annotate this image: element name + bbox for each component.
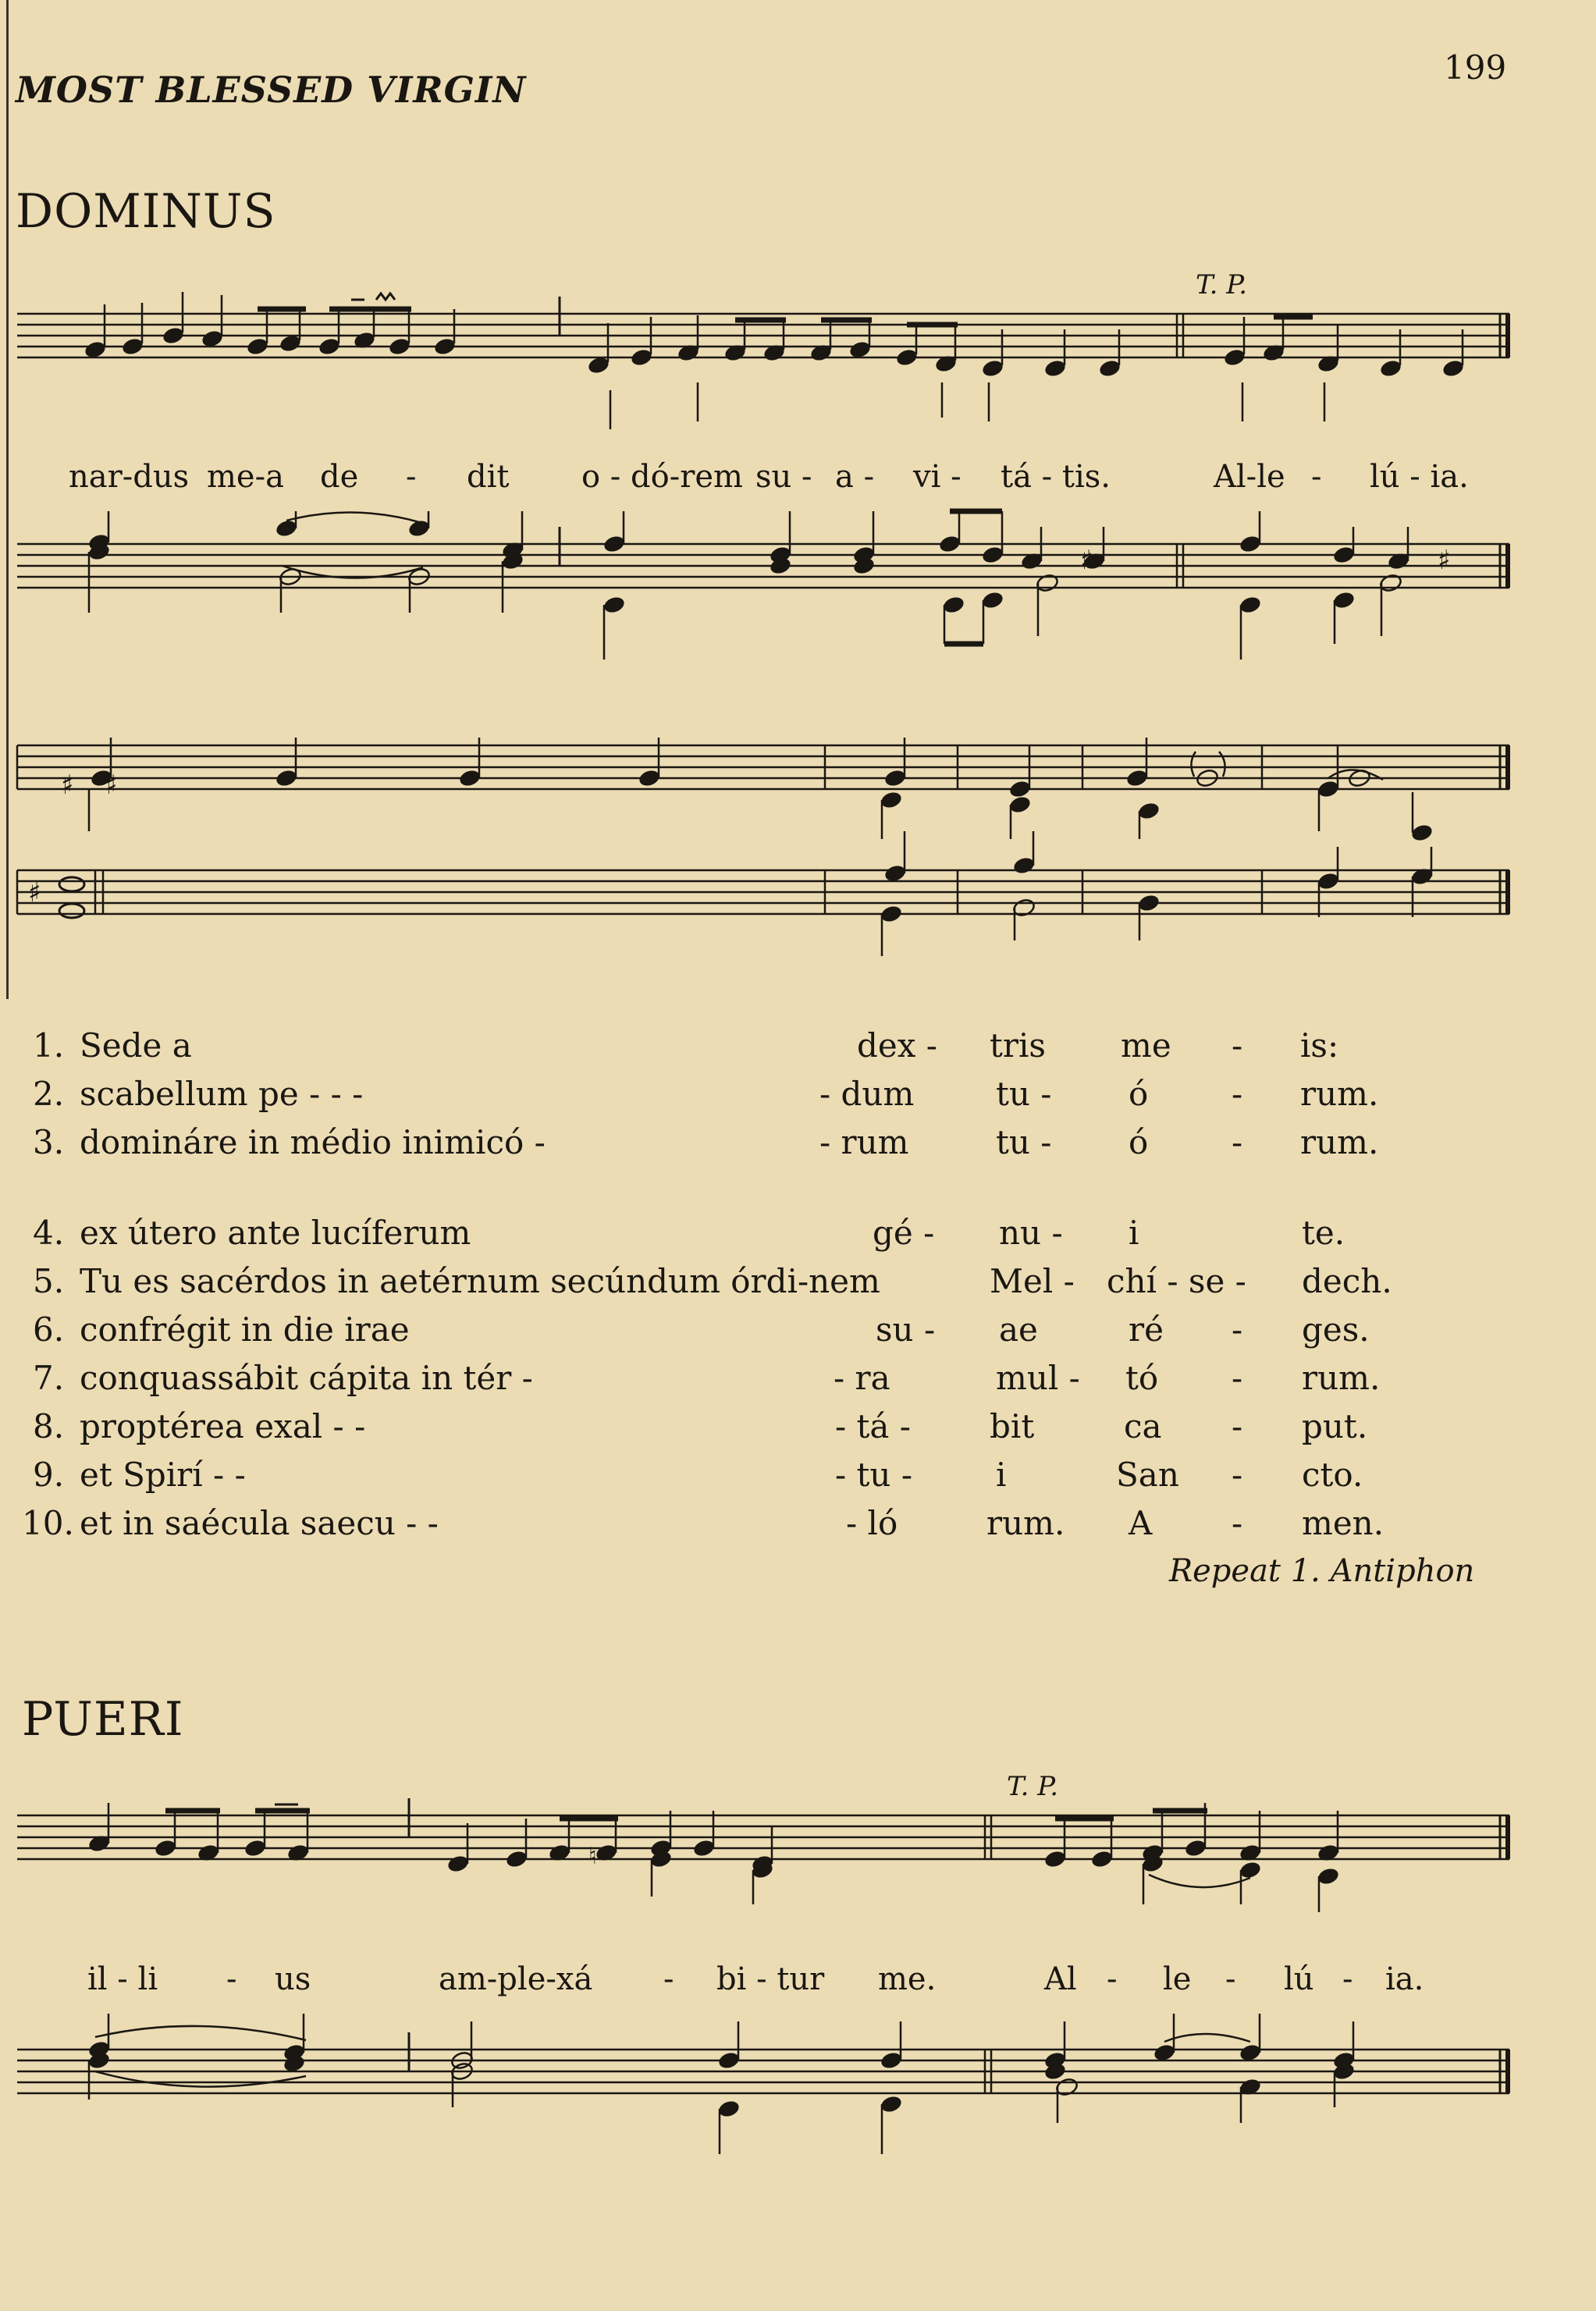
- svg-text:♯: ♯: [1438, 545, 1451, 576]
- verse-text: et Spirí - -: [80, 1456, 246, 1494]
- verse-syl-d: -: [1232, 1407, 1243, 1445]
- svg-text:♮: ♮: [588, 1843, 597, 1870]
- verse-syl-b: nu -: [999, 1214, 1063, 1252]
- verse-syl-e: cto.: [1302, 1456, 1363, 1494]
- pueri-lyric-5: -: [663, 1961, 674, 1997]
- verse-syl-a: gé -: [873, 1214, 935, 1252]
- pueri-lyric-12: lú: [1284, 1961, 1314, 1997]
- verse-syl-c: A: [1129, 1504, 1153, 1542]
- pueri-lyric-7: me.: [878, 1961, 937, 1997]
- verse-num: 8.: [33, 1407, 65, 1445]
- verse-syl-c: ó: [1129, 1123, 1149, 1161]
- verse-syl-a: - ra: [834, 1359, 890, 1397]
- verse-syl-e: is:: [1300, 1026, 1339, 1065]
- svg-text:♯: ♯: [28, 877, 41, 908]
- verse-syl-b: ae: [999, 1310, 1038, 1349]
- verse-syl-c: tó: [1125, 1359, 1159, 1397]
- repeat-antiphon-note: Repeat 1. Antiphon: [1169, 1553, 1475, 1589]
- dominus-lyric-5: dit: [467, 459, 510, 495]
- pueri-lyric-9: -: [1107, 1961, 1118, 1997]
- verse-syl-c: ré: [1129, 1310, 1164, 1349]
- dominus-lyric-10: tá - tis.: [1001, 459, 1111, 495]
- verse-syl-b: tris: [990, 1026, 1046, 1065]
- verse-text: ex útero ante lucíferum: [80, 1214, 471, 1252]
- verse-num: 5.: [33, 1262, 65, 1300]
- verse-syl-a: - tá -: [835, 1407, 912, 1445]
- pueri-lyric-13: -: [1342, 1961, 1353, 1997]
- pueri-lyric-6: bi - tur: [716, 1961, 825, 1997]
- verse-syl-b: bit: [990, 1407, 1035, 1445]
- dominus-lyric-6: o - dó-rem: [581, 459, 743, 495]
- verse-text: Sede a: [80, 1026, 192, 1065]
- verse-text: conquassábit cápita in tér -: [80, 1359, 533, 1397]
- verse-syl-e: put.: [1302, 1407, 1368, 1445]
- tp-mark: T. P.: [1007, 1771, 1059, 1802]
- verse-syl-c: i: [1129, 1214, 1139, 1252]
- pueri-lyric-4: am-ple-xá: [439, 1961, 593, 1997]
- verse-num: 9.: [33, 1456, 65, 1494]
- verse-num: 3.: [33, 1123, 65, 1161]
- svg-text:♯: ♯: [105, 770, 118, 801]
- verse-text: et in saécula saecu - -: [80, 1504, 439, 1542]
- verse-syl-a: - dum: [819, 1075, 915, 1113]
- verse-syl-a: - ló: [846, 1504, 898, 1542]
- verse-text: Tu es sacérdos in aetérnum secúndum órdi-nem: [80, 1262, 880, 1300]
- verse-syl-a: dex -: [857, 1026, 937, 1065]
- section-title-pueri: PUERI: [22, 1692, 184, 1747]
- dominus-lyric-4: -: [406, 459, 417, 495]
- dominus-lyric-2: me-a: [207, 459, 284, 495]
- verse-syl-d: -: [1232, 1504, 1243, 1542]
- verse-syl-d: -: [1232, 1026, 1243, 1065]
- pueri-lyric-14: ia.: [1385, 1961, 1424, 1997]
- dominus-lyric-9: vi -: [913, 459, 962, 495]
- page-number: 199: [1444, 48, 1507, 87]
- verse-syl-d: -: [1232, 1075, 1243, 1113]
- verse-syl-a: su -: [876, 1310, 936, 1349]
- verse-syl-b: mul -: [996, 1359, 1080, 1397]
- pueri-lyric-3: us: [275, 1961, 311, 1997]
- verse-syl-e: dech.: [1302, 1262, 1392, 1300]
- verse-syl-c: ca: [1124, 1407, 1162, 1445]
- verse-syl-c: San: [1116, 1456, 1179, 1494]
- verse-syl-a: - tu -: [835, 1456, 913, 1494]
- section-title-dominus: DOMINUS: [16, 184, 276, 239]
- pueri-staff-bass: [17, 2006, 1509, 2185]
- svg-text:♯: ♯: [1080, 545, 1093, 576]
- verse-syl-b: i: [996, 1456, 1007, 1494]
- verse-text: proptérea exal - -: [80, 1407, 366, 1445]
- verse-syl-e: rum.: [1302, 1359, 1381, 1397]
- verse-syl-e: men.: [1302, 1504, 1385, 1542]
- dominus-lyric-3: de: [320, 459, 359, 495]
- pueri-lyric-8: Al: [1044, 1961, 1077, 1997]
- verse-text: domináre in médio inimicó -: [80, 1123, 546, 1161]
- running-title: MOST BLESSED VIRGIN: [16, 69, 527, 111]
- svg-text:♯: ♯: [61, 770, 74, 801]
- verse-syl-d: -: [1232, 1310, 1243, 1349]
- verse-syl-d: -: [1232, 1359, 1243, 1397]
- pueri-lyric-10: le: [1163, 1961, 1192, 1997]
- verse-syl-c: me: [1121, 1026, 1171, 1065]
- dominus-lyric-12: -: [1311, 459, 1322, 495]
- pueri-lyric-1: il - li: [87, 1961, 158, 1997]
- page-binding-edge: [6, 0, 9, 999]
- verse-syl-d: -: [1232, 1456, 1243, 1494]
- dominus-lyric-1: nar-dus: [69, 459, 190, 495]
- verse-syl-c: chí - se -: [1107, 1262, 1246, 1300]
- verse-syl-b: tu -: [996, 1123, 1052, 1161]
- verse-syl-a: - rum: [819, 1123, 909, 1161]
- verse-syl-e: rum.: [1300, 1123, 1379, 1161]
- verse-syl-e: rum.: [1300, 1075, 1379, 1113]
- verse-num: 6.: [33, 1310, 65, 1349]
- verse-syl-e: te.: [1302, 1214, 1345, 1252]
- dominus-psalm-tone-staff: [17, 706, 1509, 995]
- verse-syl-b: tu -: [996, 1075, 1052, 1113]
- dominus-lyric-8: a -: [835, 459, 875, 495]
- dominus-lyric-11: Al-le: [1214, 459, 1285, 495]
- pueri-lyric-11: -: [1225, 1961, 1236, 1997]
- verse-syl-d: -: [1232, 1123, 1243, 1161]
- dominus-lyric-7: su -: [755, 459, 812, 495]
- tp-mark: T. P.: [1196, 269, 1248, 300]
- verse-num: 2.: [33, 1075, 65, 1113]
- verse-num: 10.: [22, 1504, 74, 1542]
- verse-syl-e: ges.: [1302, 1310, 1370, 1349]
- verse-syl-c: ó: [1129, 1075, 1149, 1113]
- verse-text: scabellum pe - - -: [80, 1075, 364, 1113]
- verse-syl-b: Mel -: [990, 1262, 1075, 1300]
- pueri-lyric-2: -: [226, 1961, 237, 1997]
- verse-num: 4.: [33, 1214, 65, 1252]
- verse-num: 1.: [33, 1026, 65, 1065]
- verse-text: confrégit in die irae: [80, 1310, 410, 1349]
- verse-num: 7.: [33, 1359, 65, 1397]
- verse-syl-b: rum.: [986, 1504, 1065, 1542]
- dominus-lyric-13: lú - ia.: [1370, 459, 1469, 495]
- dominus-staff-bass-1: [17, 496, 1509, 675]
